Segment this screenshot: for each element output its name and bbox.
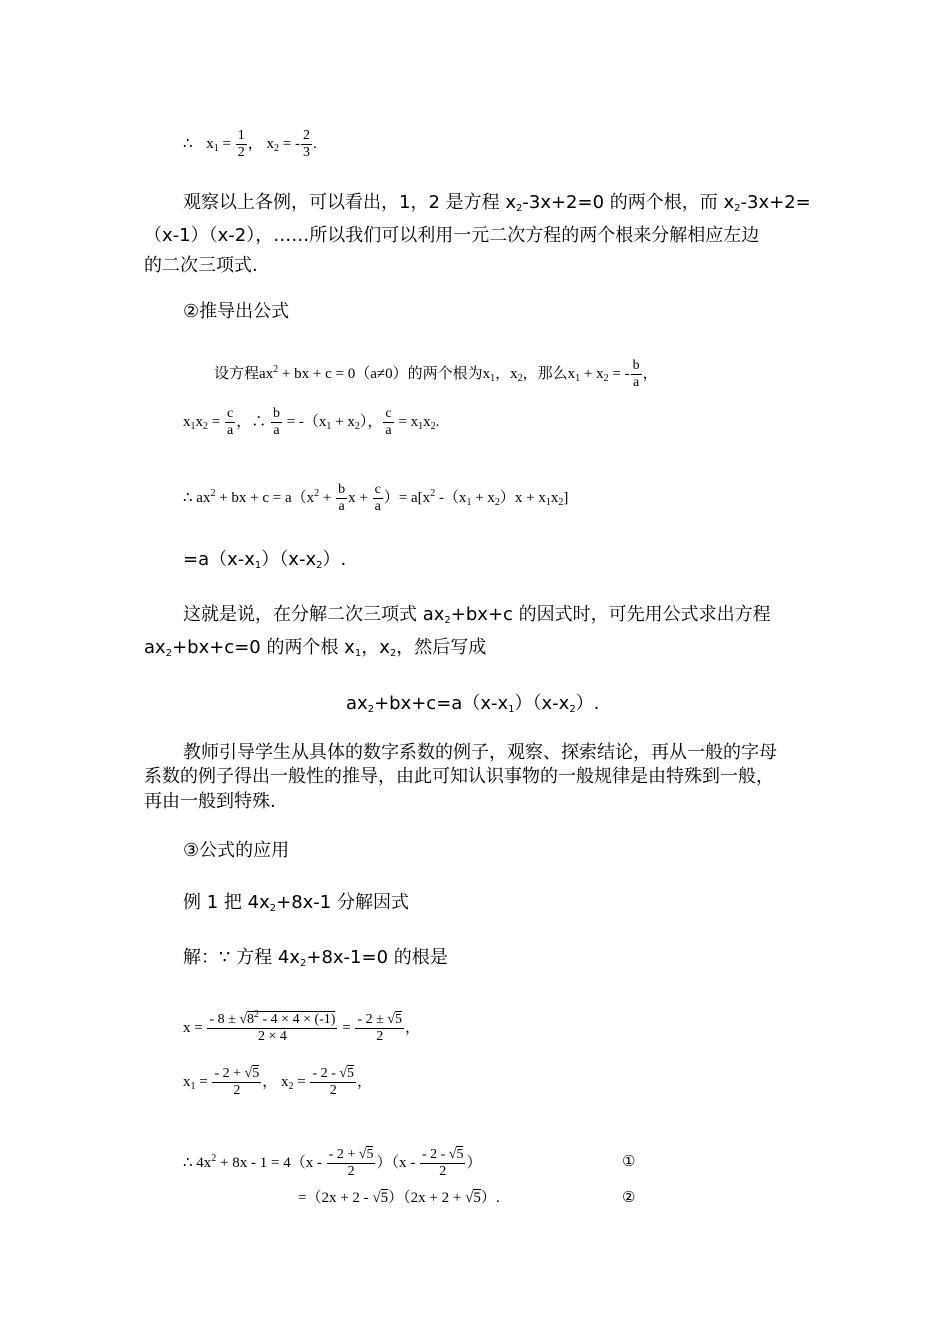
superscript: 2 [430,487,436,499]
text: ax [346,693,368,714]
text: ，x [361,637,390,658]
subscript: 2 [269,903,277,914]
subscript: 2 [558,496,564,508]
subscript: 2 [300,958,307,969]
text: ）（x-x [261,549,317,570]
fraction [631,358,642,391]
numerator: - 2 + √5 [328,1147,374,1162]
period: . [313,135,317,152]
text: = [195,1073,212,1090]
paragraph-explain-line-1 [183,603,771,627]
subscript: 1 [354,648,362,659]
numerator: c [226,406,234,421]
subscript: 2 [494,496,500,508]
paragraph-teacher-line-1: 教师引导学生从具体的数字系数的例子，观察、探索结论，再从一般的字母 [183,742,777,763]
subscript: 2 [389,648,397,659]
fraction [336,482,347,515]
subscript: 1 [418,420,424,432]
text: ] [563,489,569,506]
numerator: - 2 - √5 [312,1066,354,1081]
text: ）（2x + 2 + [388,1190,466,1206]
denominator: 2 [347,1164,355,1179]
text: + 8x - 1 = 4（x - [216,1154,326,1171]
subscript: 1 [508,704,515,715]
fraction [383,406,393,439]
paragraph-observe-line-3: 的二次三项式. [144,255,258,276]
numerator: - 2 + √5 [214,1066,260,1081]
radicand: 5 [380,1190,389,1206]
section-heading-derive-formula: ②推导出公式 [183,301,290,322]
denominator: a [273,423,280,438]
subscript: 2 [430,420,436,432]
text: +8x-1=0 的根是 [306,947,448,968]
text: -（x [435,489,467,506]
fraction [236,128,247,161]
denominator: 2 × 4 [258,1029,287,1044]
subscript: 1 [575,372,581,384]
paragraph-teacher-line-2: 系数的例子得出一般性的推导，由此可知认识事物的一般规律是由特殊到一般， [144,766,774,787]
text: ）= a[x [383,489,431,506]
text: + bx + c = a（x [215,489,315,506]
equation-marker-1: ① [622,1154,636,1170]
radicand: 5 [394,1012,402,1027]
text: x [423,413,431,430]
superscript: 2 [273,363,279,375]
roots-result-line [183,128,317,161]
radicand: 5 [366,1147,374,1162]
numerator: b [632,358,640,373]
text: =a（x-x [183,549,255,570]
fraction [373,482,383,515]
text: - 2 - [421,1147,449,1162]
section-heading-formula-application: ③公式的应用 [183,840,290,861]
subscript: 1 [490,372,496,384]
subscript: 2 [603,372,609,384]
text: x = [183,1019,207,1036]
example-1-statement [183,891,409,915]
text: -3x+2=0 的两个根，而 x [522,192,735,213]
root-formula [183,1009,420,1045]
solution-intro [183,946,448,970]
text: +bx+c=a（x-x [374,693,509,714]
root-values [183,1066,372,1099]
subscript: 2 [444,615,451,626]
text: ∴ ax [183,489,211,506]
radicand: 5 [346,1066,354,1081]
superscript: 2 [210,487,216,499]
equals: = [222,135,232,152]
text: + x [471,489,495,506]
subscript: 1 [213,142,219,154]
numerator: 2 [303,128,310,143]
text: + bx + c = 0（a≠0）的两个根为x [278,365,491,382]
superscript: 2 [254,1009,260,1020]
paragraph-teacher-line-3: 再由一般到特殊. [144,791,276,812]
numerator: 1 [237,128,245,143]
text: . [435,413,440,430]
text: 观察以上各例，可以看出，1，2 是方程 x [183,192,516,213]
text: = x [394,413,419,430]
text: ）x + x [499,489,546,506]
fraction [225,406,235,439]
factored-formula [346,692,599,716]
text: = [293,1073,310,1090]
factorization-line-2: =（2x + 2 - √5）（2x + 2 + √5）. [298,1190,500,1206]
subscript: 1 [545,496,551,508]
text: ）. [575,693,600,714]
var-x: x [206,135,214,152]
numerator: b [272,406,280,421]
text: x [195,413,203,430]
text: x + [348,489,372,506]
text: ）（x-x [514,693,570,714]
text: ， [356,1073,372,1090]
text: = [208,413,224,430]
fraction [301,128,312,161]
denominator: a [226,423,234,438]
subscript: 1 [466,496,472,508]
text: 设方程ax [214,365,274,382]
derivation-line-4 [183,548,346,572]
superscript: 2 [314,487,320,499]
text: -3x+2= [740,192,811,213]
text: ）（x - [376,1154,419,1171]
denominator: a [338,499,345,514]
subscript: 2 [288,1080,294,1092]
denominator: a [385,423,392,438]
fraction [271,406,282,439]
text: + x [331,413,355,430]
subscript: 2 [367,704,375,715]
text: +bx+c 的因式时，可先用公式求出方程 [450,604,771,625]
fraction [327,1147,376,1180]
text: ， [404,1019,420,1036]
text: ， [642,365,658,382]
text: +8x-1 分解因式 [276,892,409,913]
text: x [550,489,559,506]
text: - 2 - [312,1066,340,1081]
subscript: 2 [165,648,173,659]
text: ，那么x [522,365,576,382]
subscript: 1 [190,420,196,432]
subscript: 2 [734,203,741,214]
denominator: 3 [303,145,310,160]
paragraph-observe-line-1 [183,191,811,215]
radicand: 5 [252,1066,260,1081]
equals: = - [282,135,300,152]
subscript: 2 [569,704,576,715]
text: + [319,489,336,506]
text: ax [144,637,166,658]
derivation-line-1 [214,358,658,391]
subscript: 2 [354,420,360,432]
factorization-line-1 [183,1147,482,1180]
superscript: 2 [211,1152,217,1164]
text: 解：∵ 方程 4x [183,947,300,968]
subscript: 1 [254,560,262,571]
denominator: 2 [237,145,245,160]
text: ， x [262,1073,289,1090]
text: = -（x [282,413,327,430]
fraction [310,1066,356,1099]
text: ，x [495,365,518,382]
text: ∴ 4x [183,1154,212,1171]
text: ，∴ [236,413,270,430]
text: 这就是说，在分解二次三项式 ax [183,604,445,625]
subscript: 2 [203,420,208,432]
radicand [247,1011,335,1027]
var-x: x [266,135,275,152]
denominator: 2 [376,1029,384,1044]
fraction [207,1009,337,1045]
radicand: 5 [473,1190,481,1206]
text: 例 1 把 4x [183,892,270,913]
text: x [183,1073,191,1090]
fraction [420,1147,466,1180]
text: = - [608,365,630,382]
text: - 2 ± [357,1012,388,1027]
fraction [355,1012,404,1045]
subscript: 2 [274,142,280,154]
radicand: 5 [456,1147,464,1162]
numerator: - $8 \pm √8^2 - 4 \times 4 \times (-1)$ [209,1009,336,1027]
derivation-line-3 [183,482,568,515]
denominator: 2 [233,1083,241,1098]
text: ，然后写成 [396,637,487,658]
text: = [338,1019,355,1036]
subscript: 2 [516,203,523,214]
text: ）， [359,413,383,430]
numerator: - 2 ± √5 [357,1012,402,1027]
subscript: 2 [316,560,323,571]
subscript: 1 [326,420,332,432]
numerator: c [385,406,392,421]
text: + x [580,365,604,382]
denominator: 2 [329,1083,337,1098]
text: ） [466,1154,482,1171]
denominator: 2 [439,1164,447,1179]
numerator: b [338,482,346,497]
derivation-line-2 [183,406,439,439]
denominator: a [374,499,381,514]
text: =（2x + 2 - [298,1190,373,1206]
text: - 8 ± [209,1012,240,1027]
text: 8 [247,1012,255,1027]
text: - 2 + [328,1147,359,1162]
fraction [212,1066,261,1099]
subscript: 2 [517,372,523,384]
text: +bx+c=0 的两个根 x [172,637,355,658]
equation-marker-2: ② [622,1190,636,1206]
numerator: c [374,482,381,497]
subscript: 1 [190,1080,196,1092]
separator: ， [247,135,263,152]
text: x [183,413,191,430]
text: ）. [480,1190,500,1206]
text: ）. [322,549,347,570]
therefore-symbol: ∴ [183,135,193,152]
text: - 2 + [214,1066,245,1081]
denominator: a [632,375,640,390]
text: - 4 × 4 × (-1) [259,1012,336,1027]
numerator: - 2 - √5 [421,1147,464,1162]
paragraph-observe-line-2: （x-1）（x-2），……所以我们可以利用一元二次方程的两个根来分解相应左边 [144,225,760,246]
paragraph-explain-line-2 [144,636,486,660]
